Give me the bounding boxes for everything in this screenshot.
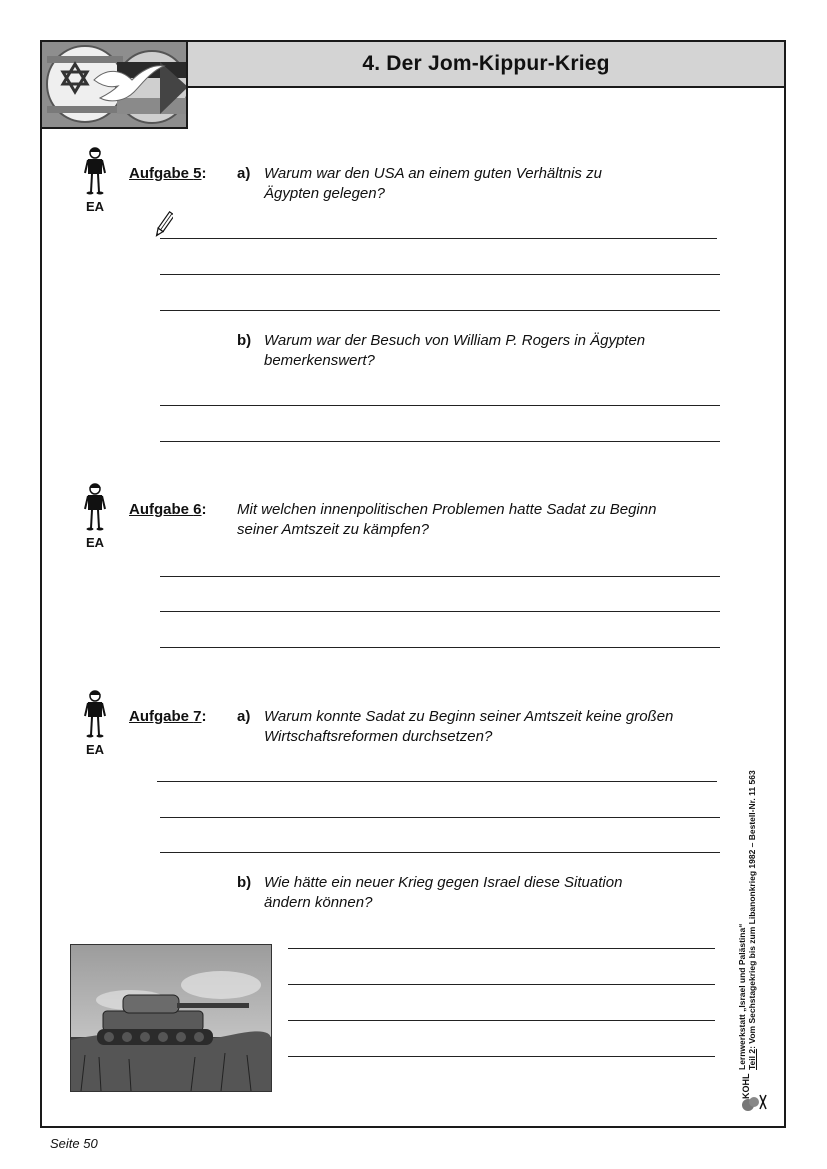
svg-text:KOHL: KOHL: [741, 1073, 751, 1099]
kohl-logo: [740, 1045, 770, 1113]
answer-line[interactable]: [160, 274, 720, 275]
part-subtitle: : Vom Sechstagekrieg bis zum Libanonkrieg 1982: [747, 849, 757, 1049]
part-prefix: Teil 2: [747, 1048, 757, 1070]
question-text: [264, 331, 645, 371]
task-label: Aufgabe 7:: [129, 708, 207, 725]
question-text: [237, 500, 656, 540]
series-title: Lernwerkstatt „Israel und Palästina“: [737, 923, 747, 1070]
person-icon: [83, 146, 107, 198]
answer-line[interactable]: [160, 611, 720, 612]
question-line: bemerkenswert?: [264, 352, 375, 369]
task-number: 6: [193, 501, 202, 518]
flags-dove-icon: [42, 42, 188, 129]
answer-line[interactable]: [157, 781, 717, 782]
work-mode-badge: EA: [85, 742, 105, 757]
order-number: Bestell-Nr. 11 563: [747, 770, 757, 841]
part-letter: a): [237, 708, 251, 725]
answer-line[interactable]: [160, 405, 720, 406]
task-prefix: Aufgabe: [129, 708, 189, 725]
publisher-info: [737, 650, 787, 1070]
answer-line[interactable]: [160, 852, 720, 853]
task-label: Aufgabe 5:: [129, 165, 207, 182]
work-mode-badge: EA: [85, 199, 105, 214]
question-line: Warum war der Besuch von William P. Rogers in Ägypten: [264, 332, 646, 349]
tank-photo: [70, 944, 272, 1092]
person-icon: [83, 689, 107, 741]
question-text: [264, 873, 622, 913]
page-number: Seite 50: [50, 1136, 98, 1151]
question-line: Ägypten gelegen?: [264, 185, 385, 202]
chapter-logo: [40, 40, 188, 129]
answer-line[interactable]: [288, 948, 715, 949]
part-letter: b): [237, 874, 252, 891]
tank-icon: [71, 945, 271, 1091]
answer-line[interactable]: [160, 647, 720, 648]
answer-line[interactable]: [288, 1056, 715, 1057]
question-line: Wirtschaftsreformen durchsetzen?: [264, 728, 493, 745]
individual-work-icon: [80, 689, 110, 757]
question-line: Mit welchen innenpolitischen Problemen hatte Sadat zu Beginn: [237, 501, 657, 518]
question-line: seiner Amtszeit zu kämpfen?: [237, 521, 430, 538]
answer-line[interactable]: [160, 238, 717, 239]
question-line: Wie hätte ein neuer Krieg gegen Israel diese Situation: [264, 874, 623, 891]
question-text: [264, 707, 673, 747]
task-prefix: Aufgabe: [129, 165, 189, 182]
part-letter: b): [237, 332, 252, 349]
task-number: 7: [193, 708, 202, 725]
answer-line[interactable]: [288, 984, 715, 985]
answer-line[interactable]: [288, 1020, 715, 1021]
separator: –: [747, 840, 757, 850]
answer-line[interactable]: [160, 310, 720, 311]
question-line: Warum war den USA an einem guten Verhältnis zu: [264, 165, 602, 182]
task-prefix: Aufgabe: [129, 501, 189, 518]
individual-work-icon: [80, 482, 110, 550]
answer-line[interactable]: [160, 817, 720, 818]
question-text: [264, 164, 602, 204]
question-line: ändern können?: [264, 894, 373, 911]
task-label: Aufgabe 6:: [129, 501, 207, 518]
pencil-icon: [155, 210, 173, 240]
answer-line[interactable]: [160, 441, 720, 442]
title-bar: [186, 40, 786, 88]
question-line: Warum konnte Sadat zu Beginn seiner Amtszeit keine großen: [264, 708, 674, 725]
answer-line[interactable]: [160, 576, 720, 577]
individual-work-icon: [80, 146, 110, 214]
task-number: 5: [193, 165, 202, 182]
part-letter: a): [237, 165, 251, 182]
work-mode-badge: EA: [85, 535, 105, 550]
person-icon: [83, 482, 107, 534]
part-title: [747, 650, 757, 1070]
page-title: 4. Der Jom-Kippur-Krieg: [362, 52, 610, 75]
